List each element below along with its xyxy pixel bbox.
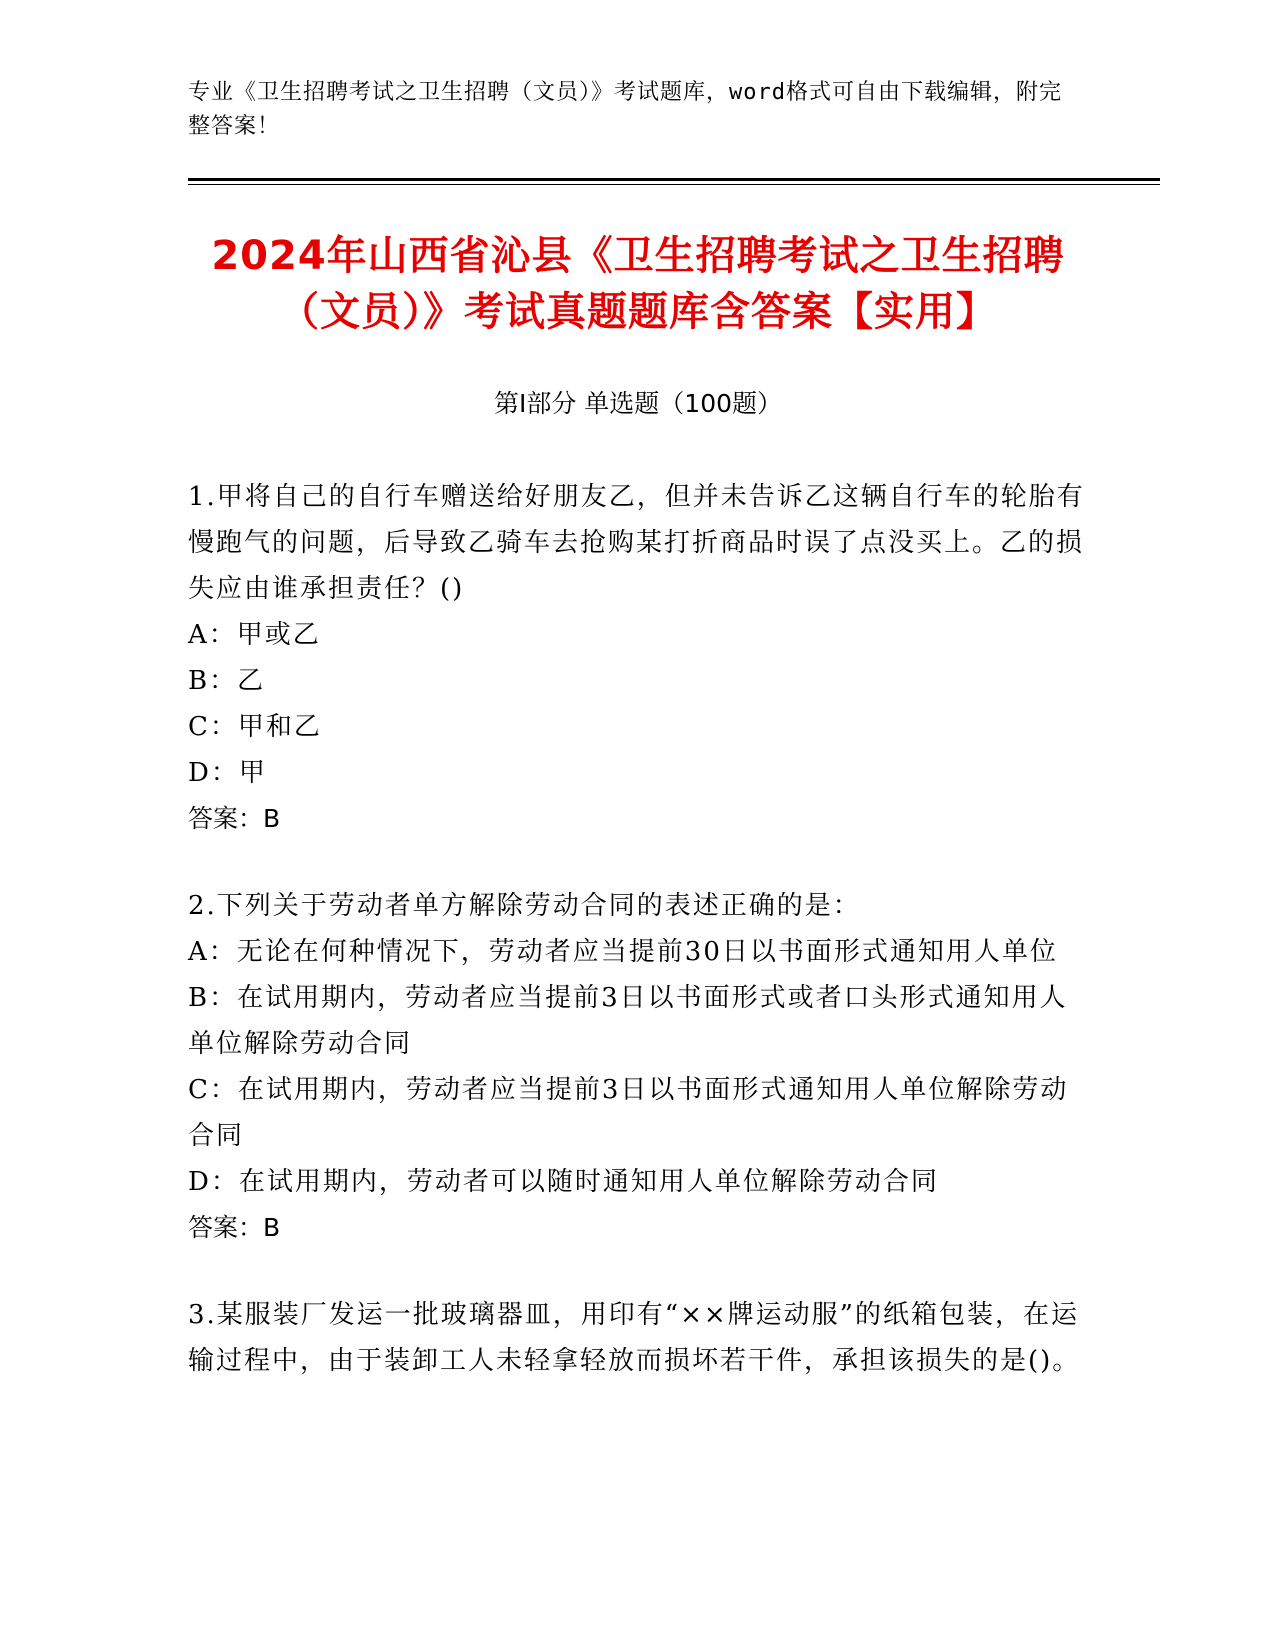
document-title: 2024年山西省沁县《卫生招聘考试之卫生招聘（文员）》考试真题题库含答案【实用】 bbox=[211, 233, 1065, 335]
question-text: 3.某服装厂发运一批玻璃器皿，用印有“××牌运动服”的纸箱包装，在运输过程中，由于装卸工人未轻拿轻放而损坏若干件，承担该损失的是()。 bbox=[188, 1300, 1081, 1376]
section-title: 第I部分 单选题（100题） bbox=[493, 389, 783, 418]
option-c: C：在试用期内，劳动者应当提前3日以书面形式通知用人单位解除劳动合同 bbox=[188, 1075, 1069, 1151]
option-c: C：甲和乙 bbox=[188, 712, 322, 742]
question-1 bbox=[188, 474, 1088, 842]
answer: 答案：B bbox=[188, 1213, 281, 1242]
header-divider-thin bbox=[188, 184, 1160, 185]
question-2 bbox=[188, 883, 1088, 1251]
option-d: D：在试用期内，劳动者可以随时通知用人单位解除劳动合同 bbox=[188, 1167, 939, 1197]
question-text: 1.甲将自己的自行车赠送给好朋友乙，但并未告诉乙这辆自行车的轮胎有慢跑气的问题，后导致乙骑车去抢购某打折商品时误了点没买上。乙的损失应由谁承担责任？() bbox=[188, 482, 1085, 604]
question-text: 2.下列关于劳动者单方解除劳动合同的表述正确的是： bbox=[188, 891, 861, 921]
option-a: A：甲或乙 bbox=[188, 620, 321, 650]
answer: 答案：B bbox=[188, 804, 281, 833]
question-list bbox=[188, 474, 1088, 1425]
option-a: A：无论在何种情况下，劳动者应当提前30日以书面形式通知用人单位 bbox=[188, 937, 1058, 967]
option-b: B：在试用期内，劳动者应当提前3日以书面形式或者口头形式通知用人单位解除劳动合同 bbox=[188, 983, 1068, 1059]
header-divider-thick bbox=[188, 178, 1160, 181]
header-note: 专业《卫生招聘考试之卫生招聘（文员）》考试题库，word格式可自由下载编辑，附完整答案！ bbox=[188, 80, 1062, 139]
option-d: D：甲 bbox=[188, 758, 267, 788]
question-3 bbox=[188, 1292, 1088, 1384]
option-b: B：乙 bbox=[188, 666, 266, 696]
